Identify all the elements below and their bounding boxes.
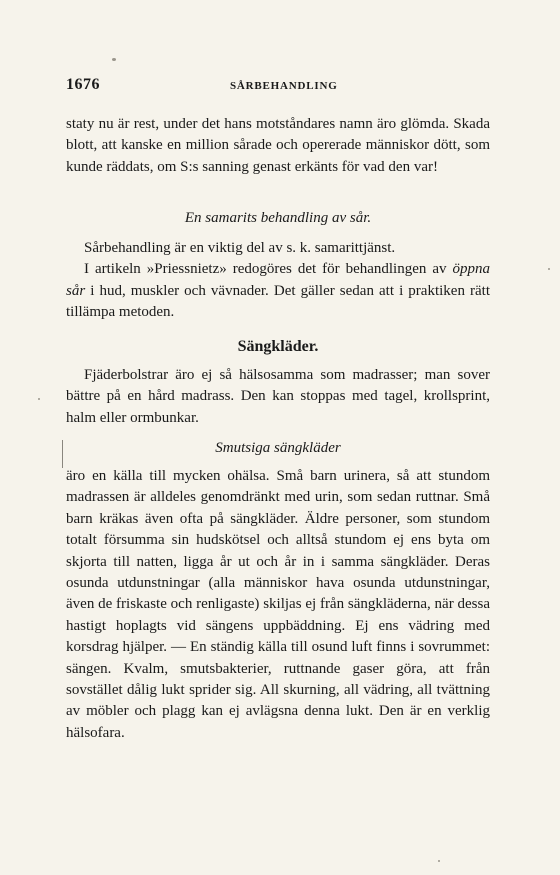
paragraph-text: Fjäderbolstrar äro ej så hälsosamma som madrasser; man sover bättre på en hård madrass. Den kan stoppas med tagel, krollsprint, halm eller ormbunkar. bbox=[66, 367, 490, 426]
page-header bbox=[66, 76, 496, 96]
running-head: SÅRBEHANDLING bbox=[230, 80, 338, 92]
margin-line bbox=[62, 440, 63, 468]
samarit-paragraphs bbox=[66, 238, 490, 324]
paragraph-suffix: i hud, muskler och vävnader. Det gäller sedan att i praktiken rätt tillämpa metoden. bbox=[66, 282, 490, 321]
italic-term: öppna sår bbox=[66, 261, 490, 299]
paragraph-priessnietz bbox=[66, 259, 490, 323]
smutsiga-paragraph bbox=[66, 466, 490, 744]
section-heading-smutsiga: Smutsiga sängkläder bbox=[215, 440, 341, 456]
section-heading-sanglader: Sängkläder. bbox=[237, 338, 319, 355]
paragraph-prefix: I artikeln »Priessnietz» redogöres det för behandlingen av bbox=[84, 261, 453, 278]
paragraph-text: äro en källa till mycken ohälsa. Små barn urinera, så att stundom madrassen är alldeles genomdränkt med urin, som sedan ruttnar. Små barn kräkas även ofta på sängkläder. Äldre personer, som stundom totalt försumma sin hudskötsel och alltså stundom ej ens byta om skjorta till natten, ligga år ut och år in i samma sängkläder. Deras osunda utdunstningar (alla människor hava osunda utdunstningar, även de friskaste och renligaste) skiljas ej från sängkläderna, när dessa hastigt hoplagts vid sängens uppbäddning. Ej ens vädring med korsdrag hjälper. — En ständig källa till osund luft finns i sovrummet: sängen. Kvalm, smutsbakterier, ruttnande gaser göra, att från sovstället dålig lukt sprider sig. All skurning, all vädring, all tvättning av möbler och plagg kan ej avlägsna denna lukt. Den är en verklig hälsofara. bbox=[66, 468, 490, 741]
paragraph-text: Sårbehandling är en viktig del av s. k. samarittjänst. bbox=[84, 240, 396, 256]
paragraph-text: staty nu är rest, under det hans motståndares namn äro glömda. Skada blott, att kanske en million sårade och opererade människor dött, som kunde räddats, om S:s sanning genast erkänts för vad den var! bbox=[66, 116, 490, 175]
page-number: 1676 bbox=[66, 76, 100, 93]
sanglader-paragraph bbox=[66, 365, 490, 429]
section-heading-samarit: En samarits behandling av sår. bbox=[184, 210, 372, 226]
opening-paragraph bbox=[66, 114, 490, 178]
